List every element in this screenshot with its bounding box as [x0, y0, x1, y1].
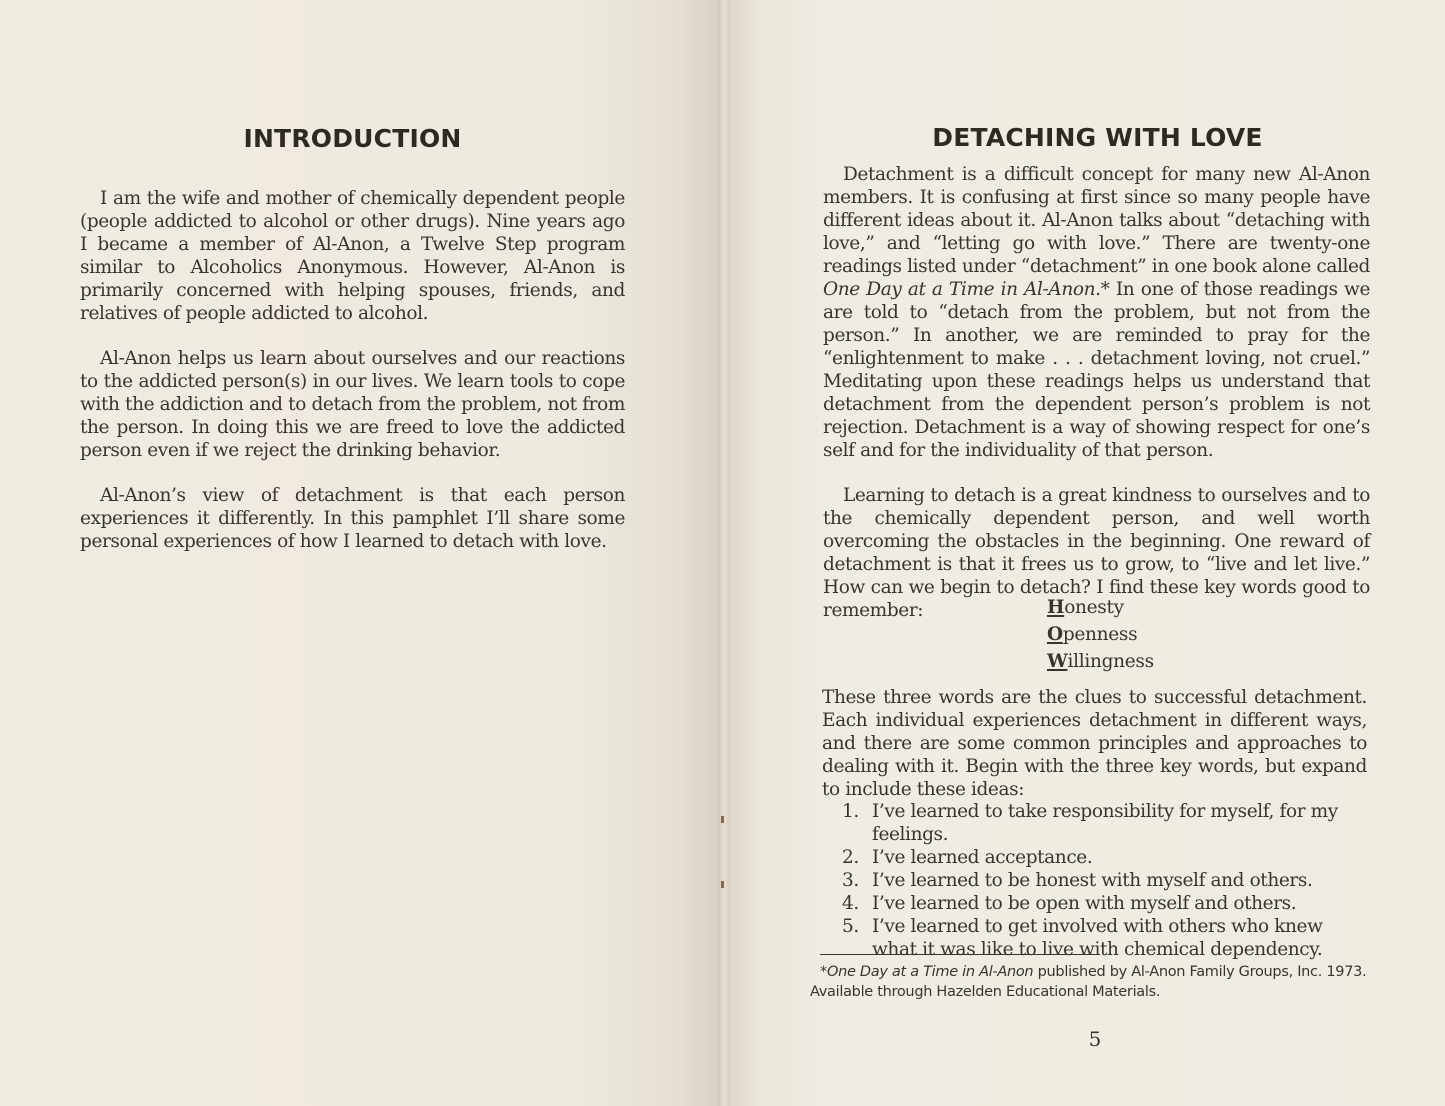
left-page — [0, 0, 718, 1106]
page-number: 5 — [1088, 1027, 1102, 1051]
list-item: 2. I’ve learned acceptance. — [842, 847, 1093, 868]
footnote-divider — [820, 954, 1095, 955]
paragraph: Learning to detach is a great kindness to ourselves and to the chemically dependent person, and well worth overcoming the obstacles in the beginning. One reward of detachment is that it frees us to grow, to “live and let live.” How can we begin to detach? I find these key words good to remember: — [823, 485, 1370, 621]
list-item: 3. I’ve learned to be honest with myself and others. — [842, 870, 1313, 891]
introduction-body — [80, 187, 625, 553]
footnote: *One Day at a Time in Al-Anon published by Al-Anon Family Groups, Inc. 1973. Available through Hazelden Educational Materials. — [810, 964, 1367, 1000]
paragraph: These three words are the clues to successful detachment. Each individual experiences detachment in different ways, and there are some common principles and approaches to dealing with it. Begin with the three key words, but expand to include these ideas: — [822, 687, 1367, 800]
binding-stitch — [721, 816, 724, 823]
list-item: 1. I’ve learned to take responsibility for myself, for my feelings. — [842, 801, 1338, 845]
page-heading-introduction: INTRODUCTION — [243, 124, 462, 153]
binding-stitch — [721, 881, 724, 888]
detaching-body-continued — [822, 686, 1367, 801]
text-run: Detachment is a difficult concept for many new Al-Anon members. It is confusing at first since so many people have different ideas about it. Al-Anon talks about “detaching with love,” and “letting go with love.” There are twenty-one readings listed under “detachment” in one book alone called — [823, 164, 1370, 277]
paragraph — [823, 163, 1370, 462]
ideas-list — [842, 800, 1370, 961]
paragraph: I am the wife and mother of chemically dependent people (people addicted to alcohol or other drugs). Nine years ago I became a member of Al-Anon, a Twelve Step program similar to Alcoholics Anonymous. However, Al-Anon is primarily concerned with helping spouses, friends, and relatives of people addicted to alcohol. — [80, 188, 625, 324]
detaching-body — [823, 163, 1370, 622]
footnote-book-title: One Day at a Time in Al-Anon — [826, 964, 1034, 980]
key-words — [1047, 594, 1247, 675]
key-word-openness: Openness — [1047, 624, 1138, 645]
list-item: 5. I’ve learned to get involved with others who knew what it was like to live with chemical dependency. — [842, 916, 1323, 960]
right-page — [730, 0, 1445, 1106]
key-word-willingness: Willingness — [1047, 651, 1154, 672]
paragraph: Al-Anon’s view of detachment is that each person experiences it differently. In this pamphlet I’ll share some personal experiences of how I learned to detach with love. — [80, 485, 625, 552]
paragraph: Al-Anon helps us learn about ourselves and our reactions to the addicted person(s) in our lives. We learn tools to cope with the addiction and to detach from the problem, not from the person. In doing this we are freed to love the addicted person even if we reject the drinking behavior. — [80, 348, 625, 461]
book-title: One Day at a Time in Al-Anon. — [823, 279, 1101, 300]
page-heading-detaching: DETACHING WITH LOVE — [932, 123, 1263, 152]
key-word-honesty: Honesty — [1047, 597, 1124, 618]
list-item: 4. I’ve learned to be open with myself and others. — [842, 893, 1297, 914]
text-run: * In one of those readings we are told to “detach from the problem, but not from the person.” In another, we are reminded to pray for the “enlightenment to make . . . detachment loving, not cruel.” Meditating upon these readings helps us understand that detachment from the dependent person’s problem is not rejection. Detachment is a way of showing respect for one’s self and for the individuality of that person. — [823, 279, 1370, 461]
book-gutter — [718, 0, 730, 1106]
